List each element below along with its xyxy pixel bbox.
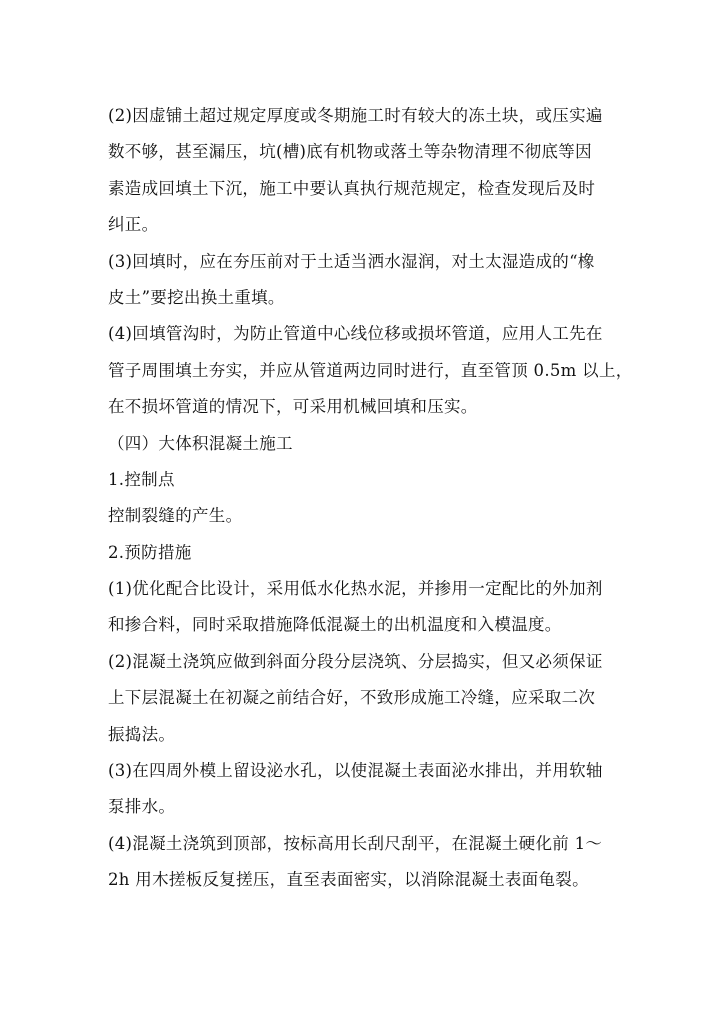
paragraph-3-line-2: 皮土”要挖出换土重填。 [108, 287, 285, 307]
measure-3-line-2: 泵排水。 [108, 797, 176, 817]
paragraph-2-line-2: 数不够，甚至漏压，坑(槽)底有机物或落土等杂物清理不彻底等因 [108, 142, 592, 162]
measure-4-line-2: 2h 用木搓板反复搓压，直至表面密实，以消除混凝土表面龟裂。 [108, 870, 589, 890]
measure-1-line-2: 和掺合料，同时采取措施降低混凝土的出机温度和入模温度。 [108, 615, 562, 635]
measure-3-line-1: (3)在四周外模上留设泌水孔，以使混凝土表面泌水排出，并用软轴 [108, 761, 603, 781]
control-point-text: 控制裂缝的产生。 [108, 506, 243, 526]
measure-4-line-1: (4)混凝土浇筑到顶部，按标高用长刮尺刮平，在混凝土硬化前 1～ [108, 833, 603, 853]
measure-2-line-2: 上下层混凝土在初凝之前结合好，不致形成施工冷缝，应采取二次 [108, 688, 596, 708]
paragraph-3-line-1: (3)回填时，应在夯压前对于土适当洒水湿润，对土太湿造成的“橡 [108, 251, 595, 271]
paragraph-2-line-4: 纠正。 [108, 215, 159, 235]
paragraph-2-line-1: (2)因虚铺土超过规定厚度或冬期施工时有较大的冻土块，或压实遍 [108, 106, 603, 125]
paragraph-4-line-1: (4)回填管沟时，为防止管道中心线位移或损坏管道，应用人工先在 [108, 324, 603, 344]
paragraph-4-line-2: 管子周围填土夯实，并应从管道两边同时进行，直至管顶 0.5m 以上， [108, 360, 633, 380]
measure-2-line-3: 振捣法。 [108, 724, 176, 744]
measure-2-line-1: (2)混凝土浇筑应做到斜面分段分层浇筑、分层捣实，但又必须保证 [108, 651, 603, 671]
subheading-prevention: 2.预防措施 [108, 542, 192, 562]
paragraph-2-line-3: 素造成回填土下沉，施工中要认真执行规范规定，检查发现后及时 [108, 178, 596, 198]
measure-1-line-1: (1)优化配合比设计，采用低水化热水泥，并掺用一定配比的外加剂 [108, 579, 603, 599]
document-body [108, 98, 633, 899]
subheading-control-point: 1.控制点 [108, 469, 175, 489]
section-heading: （四）大体积混凝土施工 [108, 433, 293, 453]
paragraph-4-line-3: 在不损坏管道的情况下，可采用机械回填和压实。 [108, 397, 478, 417]
